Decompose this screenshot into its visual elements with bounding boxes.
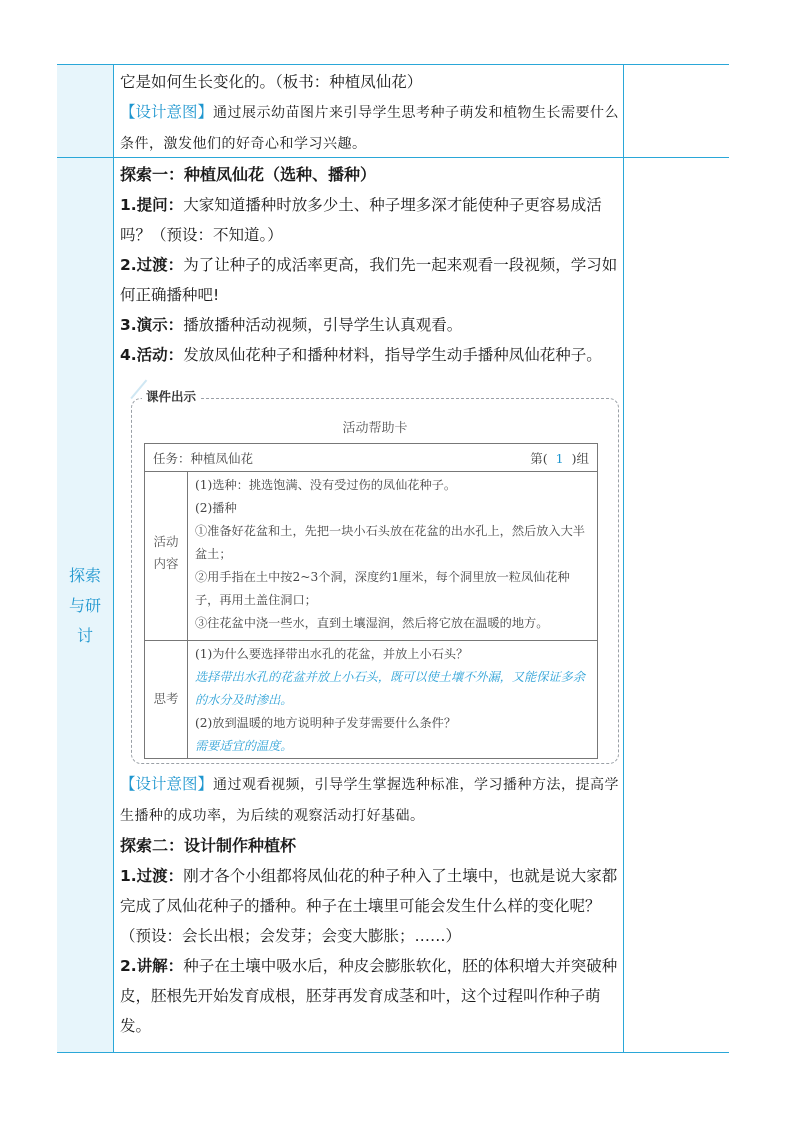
- courseware-tag: 课件出示: [142, 387, 200, 405]
- lesson-table: [57, 64, 729, 1053]
- intent-label: 【设计意图】: [120, 103, 214, 121]
- think-question-2: (2)放到温暖的地方说明种子发芽需要什么条件？: [195, 716, 457, 730]
- step-1: 1.提问：大家知道播种时放多少土、种子埋多深才能使种子更容易成活吗？（预设：不知道。）: [120, 196, 602, 244]
- step-2: 2.过渡：为了让种子的成活率更高，我们先一起来观看一段视频，学习如何正确播种吧!: [120, 256, 618, 304]
- card-group: 第( 1 )组: [530, 451, 589, 466]
- courseware-box: [131, 389, 619, 764]
- think-question-1: (1)为什么要选择带出水孔的花盆，并放上小石头？: [195, 647, 469, 661]
- intent-text: 通过观看视频，引导学生掌握选种标准，学习播种方法，提高学生播种的成功率，为后续的观察活动打好基础。: [120, 777, 620, 824]
- table-bottom-border: [57, 1052, 729, 1053]
- activity-line: ①准备好花盆和土，先把一块小石头放在花盆的出水孔上，然后放入大半盆土；: [195, 524, 585, 561]
- activity-line: ②用手指在土中按2~3个洞，深度约1厘米，每个洞里放一粒凤仙花种子，再用土盖住洞口；: [195, 570, 570, 607]
- row2-design-intent: [120, 769, 620, 831]
- section2-title: 探索二：设计制作种植杯: [120, 836, 297, 855]
- think-label: 思考: [153, 691, 179, 706]
- help-card: [144, 443, 598, 759]
- row1-line1: 它是如何生长变化的。（板书：种植凤仙花）: [120, 73, 423, 91]
- intent-label: 【设计意图】: [120, 775, 214, 793]
- step2-2: 2.讲解：种子在土壤中吸水后，种皮会膨胀软化，胚的体积增大并突破种皮，胚根先开始发育成根，胚芽再发育成茎和叶，这个过程叫作种子萌发。: [120, 957, 618, 1035]
- row2-content-top: [120, 160, 620, 370]
- step-3: 3.演示：播放播种活动视频，引导学生认真观看。: [120, 316, 463, 334]
- section1-title: 探索一：种植凤仙花（选种、播种）: [120, 165, 377, 184]
- think-content: [195, 643, 591, 758]
- column-divider-left: [113, 64, 114, 1053]
- activity-line: (1)选种：挑选饱满、没有受过伤的凤仙花种子。: [195, 478, 457, 492]
- intent-text: 通过展示幼苗图片来引导学生思考种子萌发和植物生长需要什么条件，激发他们的好奇心和学习兴趣。: [120, 105, 620, 152]
- side-label-text: 探索与研讨: [68, 566, 101, 645]
- think-answer-2: 需要适宜的温度。: [195, 739, 293, 753]
- row2-content-bottom: [120, 769, 620, 1041]
- card-row-line: [145, 640, 597, 641]
- help-card-title: 活动帮助卡: [342, 421, 408, 436]
- step-4: 4.活动：发放凤仙花种子和播种材料，指导学生动手播种凤仙花种子。: [120, 346, 602, 364]
- row1-design-intent: [120, 97, 620, 159]
- activity-line: ③往花盆中浇一些水，直到土壤湿润，然后将它放在温暖的地方。: [195, 616, 549, 630]
- row1-content: [120, 67, 620, 159]
- activity-line: (2)播种: [195, 501, 237, 515]
- card-row-line: [145, 471, 597, 472]
- card-task: 任务：种植凤仙花: [153, 451, 254, 466]
- think-answer-1: 选择带出水孔的花盆并放上小石头，既可以使土壤不外漏，又能保证多余的水分及时渗出。: [195, 670, 585, 707]
- activity-label: 活动内容: [153, 534, 179, 571]
- group-number: 1: [555, 451, 564, 466]
- activity-content: [195, 474, 591, 635]
- section-side-label: [57, 561, 113, 651]
- step2-1: 1.过渡：刚才各个小组都将凤仙花的种子种入了土壤中，也就是说大家都完成了凤仙花种子的播种。种子在土壤里可能会发生什么样的变化呢？（预设：会长出根；会发芽；会变大膨胀；……）: [120, 867, 618, 945]
- column-divider-right: [623, 64, 624, 1053]
- table-top-border: [57, 64, 729, 65]
- card-col-line: [187, 471, 188, 758]
- left-column-background: [57, 64, 113, 1053]
